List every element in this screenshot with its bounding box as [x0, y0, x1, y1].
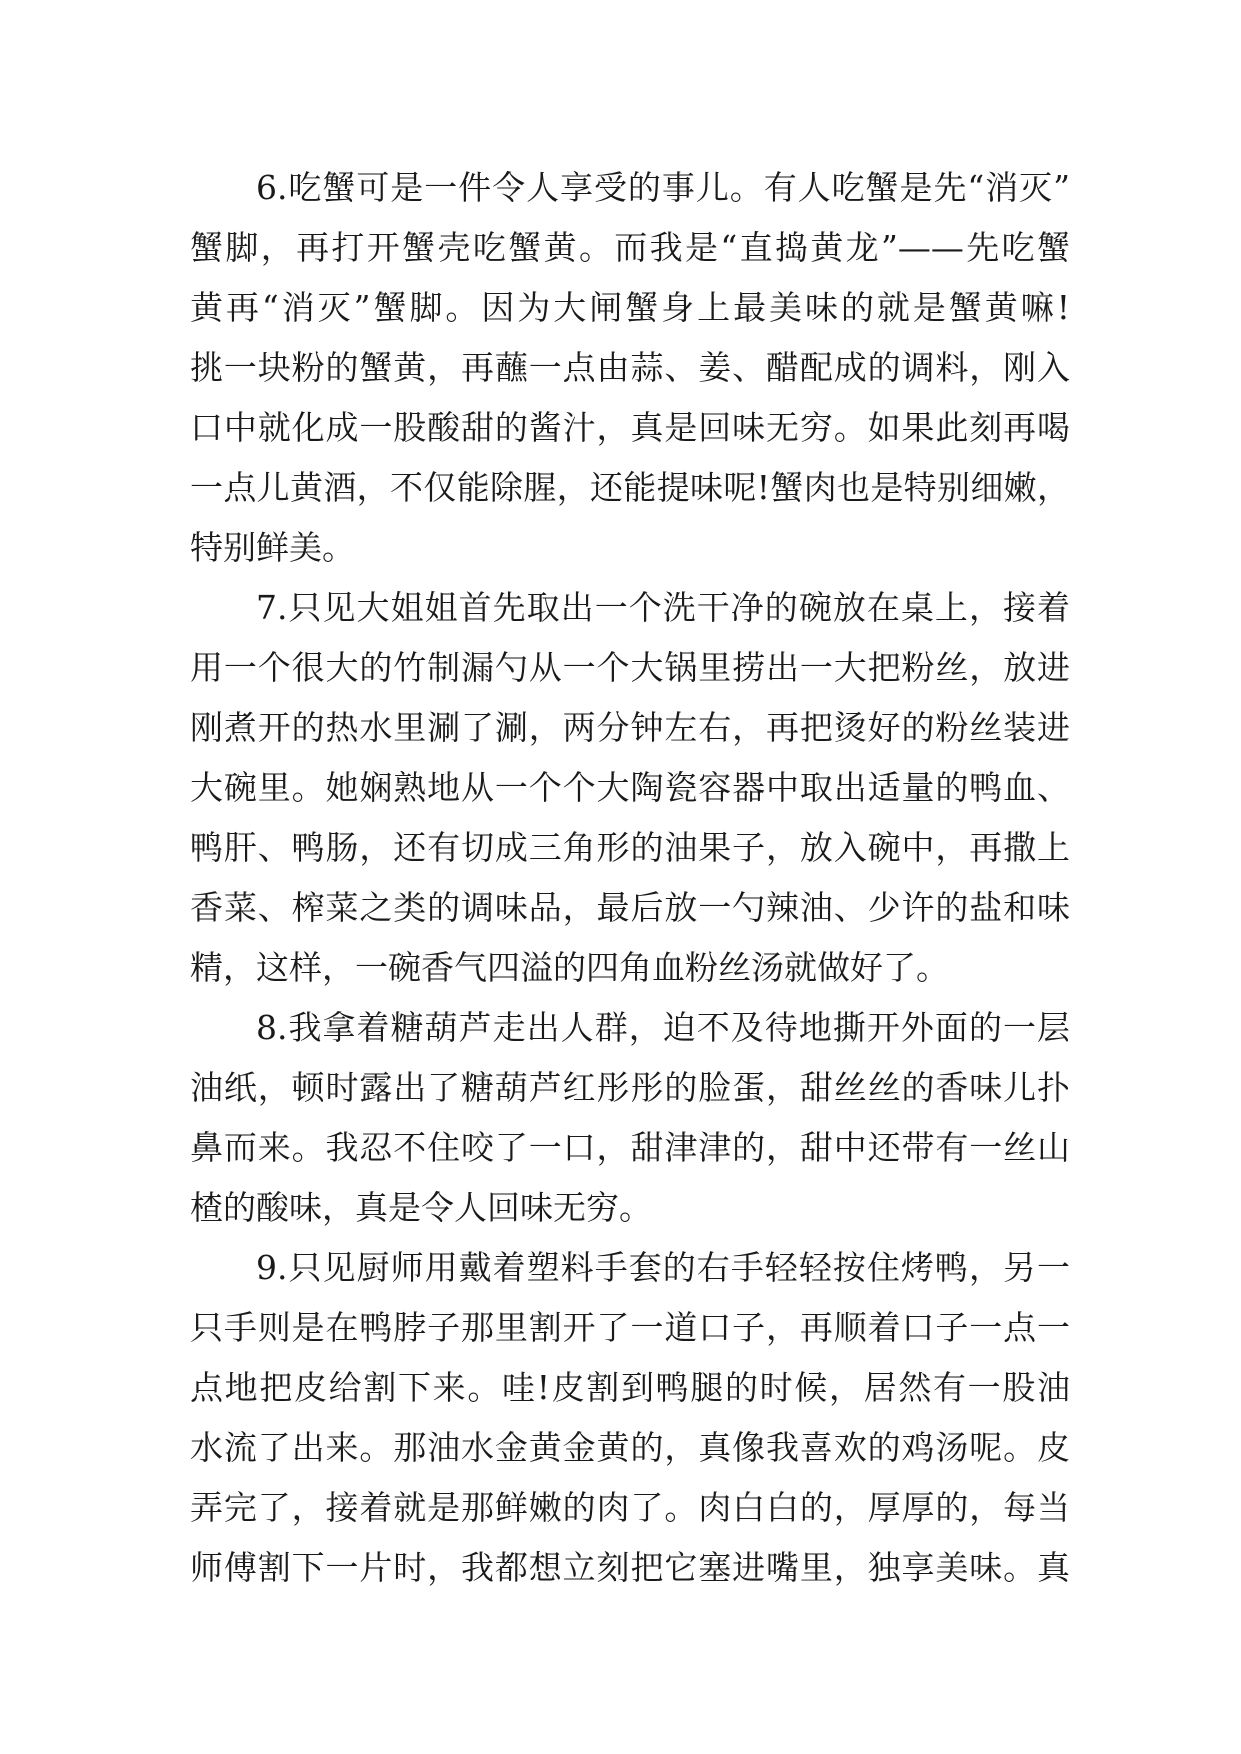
text-line: 师傅割下一片时，我都想立刻把它塞进嘴里，独享美味。真 — [190, 1548, 1070, 1587]
text-line: 精，这样，一碗香气四溢的四角血粉丝汤就做好了。 — [190, 948, 949, 987]
text-line: 点地把皮给割下来。哇!皮割到鸭腿的时候，居然有一股油 — [190, 1368, 1070, 1407]
paragraph-8 — [190, 998, 1070, 1238]
text-line: 弄完了，接着就是那鲜嫩的肉了。肉白白的，厚厚的，每当 — [190, 1488, 1070, 1527]
paragraph-9 — [190, 1238, 1070, 1598]
text-line: 一点儿黄酒，不仅能除腥，还能提味呢!蟹肉也是特别细嫩， — [190, 468, 1070, 507]
text-line: 楂的酸味，真是令人回味无穷。 — [190, 1188, 652, 1227]
text-line: 9.只见厨师用戴着塑料手套的右手轻轻按住烤鸭，另一 — [256, 1248, 1070, 1287]
text-line: 只手则是在鸭脖子那里割开了一道口子，再顺着口子一点一 — [190, 1308, 1070, 1347]
text-line: 油纸，顿时露出了糖葫芦红彤彤的脸蛋，甜丝丝的香味儿扑 — [190, 1068, 1070, 1107]
paragraph-7 — [190, 578, 1070, 998]
text-line: 大碗里。她娴熟地从一个个大陶瓷容器中取出适量的鸭血、 — [190, 768, 1070, 807]
text-line: 口中就化成一股酸甜的酱汁，真是回味无穷。如果此刻再喝 — [190, 408, 1070, 447]
text-line: 6.吃蟹可是一件令人享受的事儿。有人吃蟹是先“消灭” — [256, 168, 1070, 207]
text-line: 7.只见大姐姐首先取出一个洗干净的碗放在桌上，接着 — [256, 588, 1070, 627]
text-line: 鼻而来。我忍不住咬了一口，甜津津的，甜中还带有一丝山 — [190, 1128, 1070, 1167]
text-line: 水流了出来。那油水金黄金黄的，真像我喜欢的鸡汤呢。皮 — [190, 1428, 1070, 1467]
text-line: 黄再“消灭”蟹脚。因为大闸蟹身上最美味的就是蟹黄嘛! — [190, 288, 1070, 327]
text-line: 特别鲜美。 — [190, 528, 355, 567]
text-line: 刚煮开的热水里涮了涮，两分钟左右，再把烫好的粉丝装进 — [190, 708, 1070, 747]
text-line: 香菜、榨菜之类的调味品，最后放一勺辣油、少许的盐和味 — [190, 888, 1070, 927]
text-line: 蟹脚，再打开蟹壳吃蟹黄。而我是“直捣黄龙”——先吃蟹 — [190, 228, 1070, 267]
text-line: 挑一块粉的蟹黄，再蘸一点由蒜、姜、醋配成的调料，刚入 — [190, 348, 1070, 387]
paragraph-6 — [190, 158, 1070, 578]
text-line: 用一个很大的竹制漏勺从一个大锅里捞出一大把粉丝，放进 — [190, 648, 1070, 687]
text-line: 鸭肝、鸭肠，还有切成三角形的油果子，放入碗中，再撒上 — [190, 828, 1070, 867]
text-line: 8.我拿着糖葫芦走出人群，迫不及待地撕开外面的一层 — [256, 1008, 1070, 1047]
body-text — [190, 158, 1070, 1598]
